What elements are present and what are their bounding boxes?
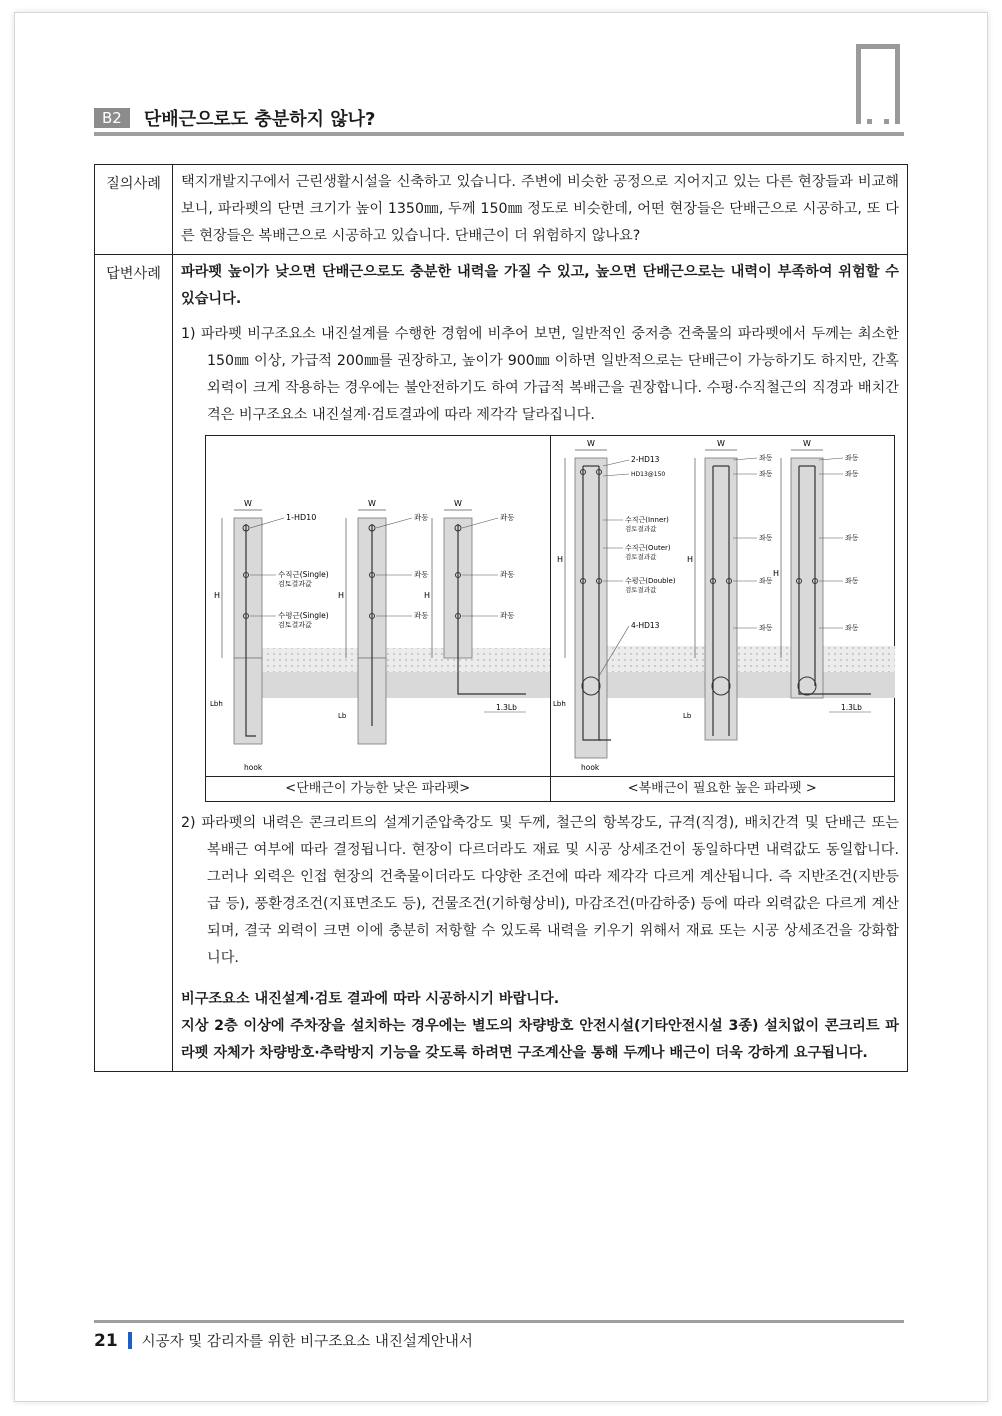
right-hd13-4-label: 4-HD13 [631, 621, 660, 630]
figure-single-rebar [206, 436, 550, 776]
right-same-1: 좌동 [759, 454, 773, 462]
right-same-5: 좌동 [759, 624, 773, 632]
left-lb-label: Lb [338, 712, 347, 720]
caption-double-rebar: <복배근이 필요한 높은 파라펫 > [550, 777, 895, 801]
left-w-label-3: W [454, 499, 462, 508]
right-inner-sub: 검토결과값 [625, 525, 657, 533]
double-rebar-drawing [551, 436, 895, 776]
right-h-label-3: H [773, 569, 780, 578]
left-same-2: 좌동 [414, 570, 429, 579]
answer-item-2: 2) 파라펫의 내력은 콘크리트의 설계기준압축강도 및 두께, 철근의 항복강도, 규격(직경), 배치간격 및 단배근 또는 복배근 여부에 따라 결정됩니다. 현장이 다르더라도 재료 및 시공 상세조건이 동일하다면 내력값도 동일합니다. 그러나 외력은 인접 현장의 건축물이더라도 다양한 조건에 따라 제각각 다르게 계산됩니다. 즉 지반조건(지반등급 등), 풍환경조건(지표면조도 등), 건물조건(기하형상비), 마감조건(마감하중) 등에 따라 외력값은 다르게 계산되며, 결국 외력이 크면 이에 충분히 저항할 수 있도록 내력을 키우기 위해서 재료 또는 시공 상세조건을 강화합니다. [181, 815, 899, 966]
answer-closing-2: 지상 2층 이상에 주차장을 설치하는 경우에는 별도의 차량방호 안전시설(기타안전시설 3종) 설치없이 콘크리트 파라펫 자체가 차량방호·추락방지 기능을 갖도록 하려면 구조계산을 통해 두께나 배근이 더욱 강하게 요구됩니다. [181, 1018, 899, 1061]
section-title: 단배근으로도 충분하지 않나? [143, 109, 376, 130]
left-hook-label: hook [244, 763, 263, 772]
caption-single-rebar: <단배근이 가능한 낮은 파라펫> [285, 781, 471, 796]
left-horizontal-label: 수평근(Single) [278, 611, 329, 620]
left-lbh-label: Lbh [210, 700, 223, 708]
right-double-label: 수평근(Double) [625, 577, 676, 585]
right-double-sub: 검토결과값 [625, 586, 657, 594]
right-lb-label: Lb [683, 712, 692, 720]
left-w-label: W [244, 499, 252, 508]
left-w-label-2: W [368, 499, 376, 508]
answer-closing-1: 비구조요소 내진설계·검토 결과에 따라 시공하시기 바랍니다. [181, 991, 560, 1007]
left-h-label-3: H [424, 591, 431, 600]
left-same-1: 좌동 [414, 513, 429, 522]
right-same-8: 좌동 [845, 534, 859, 542]
right-same-9: 좌동 [845, 577, 859, 585]
answer-item-1: 1) 파라펫 비구조요소 내진설계를 수행한 경험에 비추어 보면, 일반적인 중저층 건축물의 파라펫에서 두께는 최소한 150㎜ 이상, 가급적 200㎜를 권장하고, 높이가 900㎜ 이하면 일반적으로는 단배근이 가능하기도 하지만, 간혹 외력이 크게 작용하는 경우에는 불안전하기도 하여 가급적 복배근을 권장합니다. 수평·수직철근의 직경과 배치간격은 비구조요소 내진설계·검토결과에 따라 제각각 달라집니다. [181, 326, 899, 423]
footer-accent-bar [128, 1332, 132, 1349]
answer-label: 답변사례 [95, 255, 173, 1072]
parapet-figure [205, 435, 895, 802]
question-text: 택지개발지구에서 근린생활시설을 신축하고 있습니다. 주변에 비슷한 공정으로 지어지고 있는 다른 현장들과 비교해보니, 파라펫의 단면 크기가 높이 1350㎜, 두께 150㎜ 정도로 비슷한데, 어떤 현장들은 단배근으로 시공하고, 또 다른 현장들은 복배근으로 시공하고 있습니다. 단배근이 더 위험하지 않나요? [173, 165, 908, 255]
right-same-4: 좌동 [759, 577, 773, 585]
left-horizontal-sub: 검토결과값 [278, 621, 312, 629]
footer [94, 1330, 473, 1351]
left-same-5: 좌동 [500, 570, 515, 579]
right-w-label: W [587, 439, 595, 448]
figure-double-rebar [550, 436, 895, 776]
right-inner-label: 수직근(Inner) [625, 516, 669, 524]
right-lap-label: 1.3Lb [841, 703, 862, 712]
answer-body [173, 255, 908, 1072]
right-outer-sub: 검토결과값 [625, 553, 657, 561]
right-same-3: 좌동 [759, 534, 773, 542]
single-rebar-drawing [206, 436, 550, 776]
left-h-label-2: H [338, 591, 345, 600]
left-hd10-label: 1-HD10 [286, 513, 317, 522]
left-same-4: 좌동 [500, 513, 515, 522]
right-hd13-2-label: 2-HD13 [631, 455, 660, 464]
right-same-10: 좌동 [845, 624, 859, 632]
right-outer-label: 수직근(Outer) [625, 544, 671, 552]
answer-row [95, 255, 908, 1072]
section-badge: B2 [94, 108, 130, 128]
left-same-6: 좌동 [500, 611, 515, 620]
left-lap-label: 1.3Lb [496, 703, 517, 712]
footer-rule [94, 1320, 904, 1323]
right-lbh-label: Lbh [553, 700, 566, 708]
right-same-6: 좌동 [845, 454, 859, 462]
page-number: 21 [94, 1330, 118, 1351]
section-header [94, 104, 904, 132]
qa-table [94, 164, 908, 1072]
left-vertical-label: 수직근(Single) [278, 570, 329, 579]
question-label: 질의사례 [95, 165, 173, 255]
right-h-label-2: H [687, 555, 694, 564]
left-vertical-sub: 검토결과값 [278, 580, 312, 588]
right-hd13-150-label: HD13@150 [631, 471, 666, 478]
header-rule [94, 132, 904, 136]
right-same-7: 좌동 [845, 470, 859, 478]
footer-title: 시공자 및 감리자를 위한 비구조요소 내진설계안내서 [141, 1334, 473, 1350]
right-hook-label: hook [581, 763, 600, 772]
right-h-label: H [557, 555, 564, 564]
right-w-label-2: W [717, 439, 725, 448]
right-w-label-3: W [803, 439, 811, 448]
answer-lead: 파라펫 높이가 낮으면 단배근으로도 충분한 내력을 가질 수 있고, 높으면 단배근으로는 내력이 부족하여 위험할 수 있습니다. [181, 264, 899, 307]
question-row [95, 165, 908, 255]
left-h-label: H [214, 591, 221, 600]
right-same-2: 좌동 [759, 470, 773, 478]
left-same-3: 좌동 [414, 611, 429, 620]
